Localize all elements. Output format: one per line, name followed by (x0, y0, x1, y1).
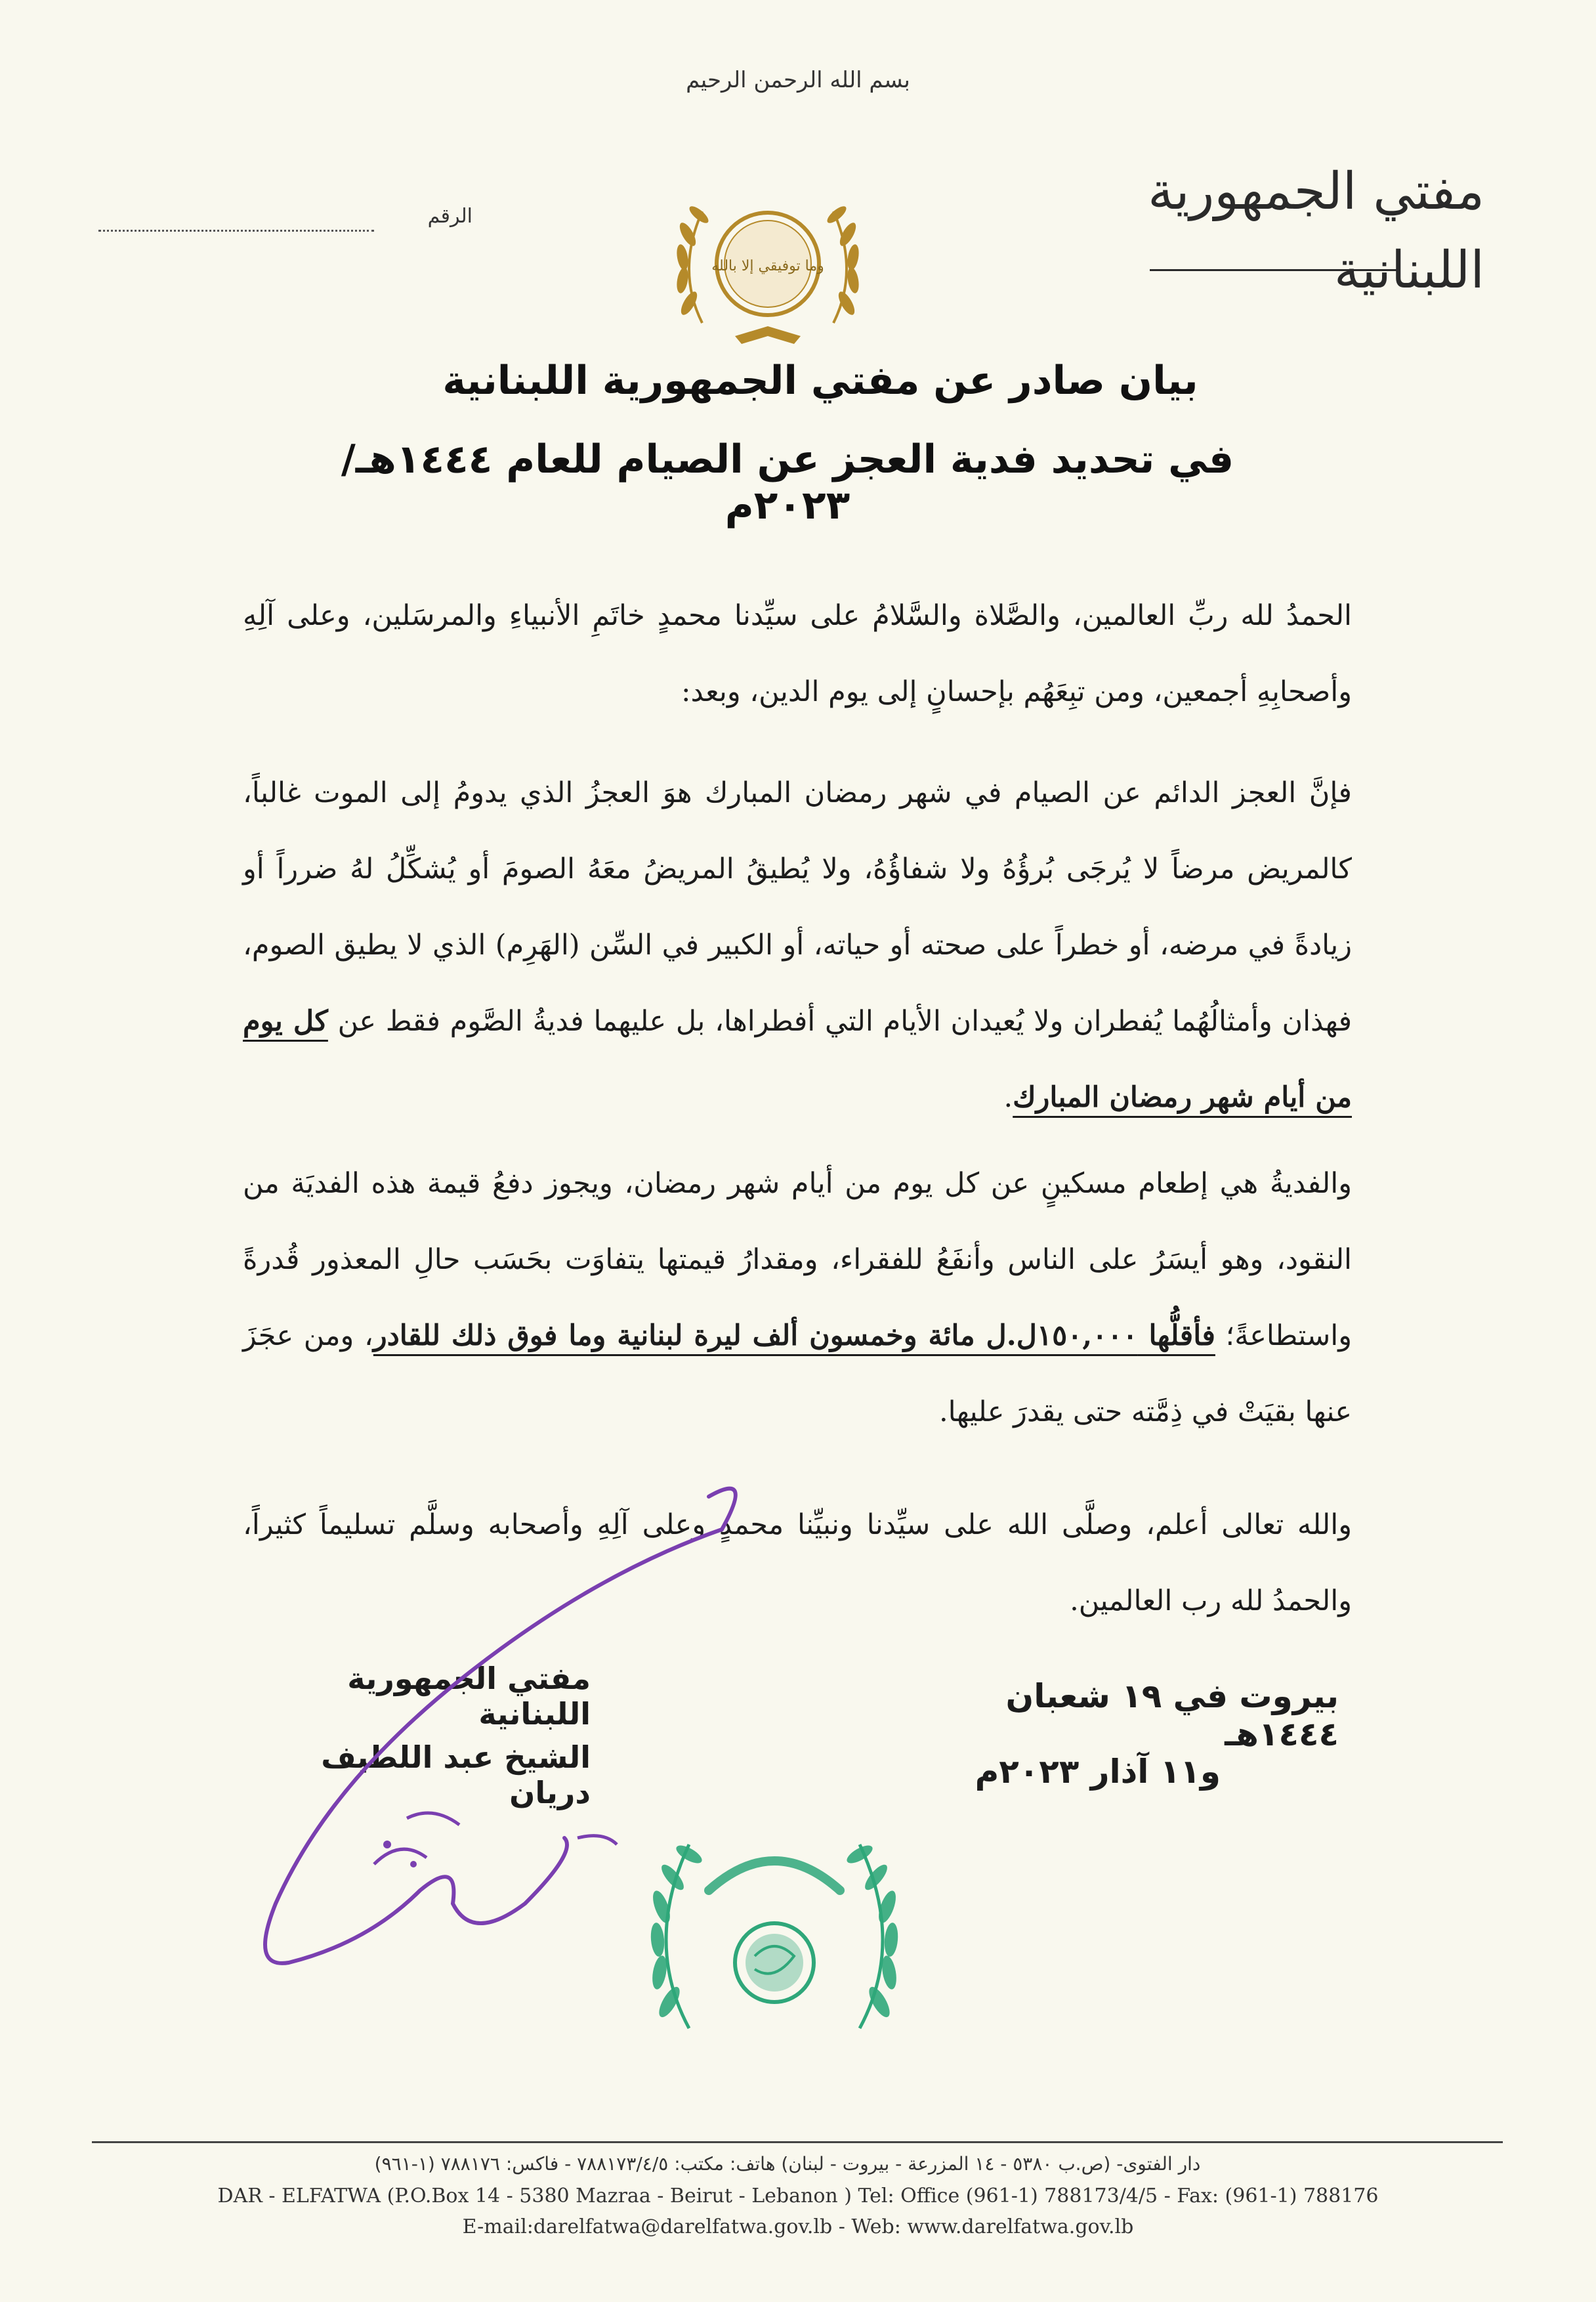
signatory-title: مفتي الجمهورية اللبنانية (347, 1661, 591, 1732)
paragraph-incapacity-end: . (1003, 1081, 1013, 1114)
footer-address-english: DAR - ELFATWA (P.O.Box 14 - 5380 Mazraa - Beirut - Lebanon ) Tel: Office (961-1) 788173/4/5 - Fax: (961-1) 788176 (217, 2185, 1379, 2207)
letterhead-underline (1150, 269, 1399, 271)
footer-address-arabic: دار الفتوى- (ص.ب ٥٣٨٠ - ١٤ المزرعة - بيروت - لبنان) هاتف: مكتب: ٧٨٨١٧٣/٤/٥ - فاكس: ٧٨٨١٧٦ (١-٩٦١) (374, 2153, 1201, 2175)
basmala: بسم الله الرحمن الرحيم (686, 67, 910, 93)
paragraph-fidya-text: والفديةُ هي إطعام مسكينٍ عن كل يوم من أيام شهر رمضان، ويجوز دفعُ قيمة هذه الفديَة من النقود، وهو أيسَرُ على الناس وأنفَعُ للفقراء، ومقدارُ قيمتها يتفاوَت بحَسَب حالِ المعذور قُدرةً واستطاعةً؛ (243, 1167, 1353, 1352)
paragraph-opening: الحمدُ لله ربِّ العالمين، والصَّلاة والسَّلامُ على سيِّدنا محمدٍ خاتَمِ الأنبياءِ والمرسَلين، وعلى آلِهِ وأصحابِهِ أجمعين، ومن تبِعَهُم بإحسانٍ إلى يوم الدين، وبعد: (243, 599, 1352, 708)
emblem-inscription: وما توفيقي إلا بالله (711, 258, 824, 274)
gold-wreath-emblem-icon (663, 172, 873, 356)
date-hijri: بيروت في ١٩ شعبان ١٤٤٤هـ (1005, 1677, 1339, 1753)
paragraph-fidya-end: ، ومن عجَزَ عنها بقيَتْ في ذِمَّته حتى يقدرَ عليها. (243, 1319, 1352, 1428)
paragraph-incapacity (243, 755, 1352, 1136)
footer-contact: E-mail:darelfatwa@darelfatwa.gov.lb - Web: www.darelfatwa.gov.lb (462, 2215, 1134, 2238)
date-gregorian: و١١ آذار ٢٠٢٣م (975, 1753, 1221, 1791)
statement-title: بيان صادر عن مفتي الجمهورية اللبنانية (442, 358, 1198, 404)
statement-subtitle: في تحديد فدية العجز عن الصيام للعام ١٤٤٤هـ/٢٠٢٣م (341, 437, 1234, 528)
paragraph-closing: والله تعالى أعلم، وصلَّى الله على سيِّدنا ونبيِّنا محمدٍ وعلى آلِهِ وأصحابه وسلَّم تسليماً كثيراً، والحمدُ لله رب العالمين. (243, 1508, 1352, 1617)
letterhead-title: مفتي الجمهورية اللبنانية (1148, 162, 1484, 300)
reference-number-field (98, 230, 374, 232)
green-seal-stamp-icon (623, 1792, 925, 2068)
paragraph-incapacity-text: فإنَّ العجز الدائم عن الصيام في شهر رمضان المبارك هوَ العجزُ الذي يدومُ إلى الموت غالباً، كالمريض مرضاً لا يُرجَى بُرؤُهُ ولا شفاؤُهُ، ولا يُطيقُ المريضُ معَهُ الصومَ أو يُشكِّلُ لهُ ضرراً أو زيادةً في مرضه، أو خطراً على صحته أو حياته، أو الكبير في السِّن (الهَرِم) الذي لا يطيق الصوم، فهذان وأمثالُهُما يُفطران ولا يُعيدان الأيام التي أفطراها، بل عليهما فديةُ الصَّوم فقط عن (243, 777, 1352, 1038)
emphasis-minimum-amount: فأقلُّها ١٥٠,٠٠٠ل.ل مائة وخمسون ألف ليرة لبنانية وما فوق ذلك للقادر (373, 1319, 1215, 1352)
signatory-name: الشيخ عبد اللطيف دريان (321, 1739, 591, 1810)
paragraph-fidya-amount (243, 1145, 1352, 1450)
emphasis-every-day: كل يوم من أيام شهر رمضان المبارك (243, 1005, 1352, 1114)
footer-divider (92, 2141, 1503, 2143)
reference-label: الرقم (427, 205, 472, 228)
